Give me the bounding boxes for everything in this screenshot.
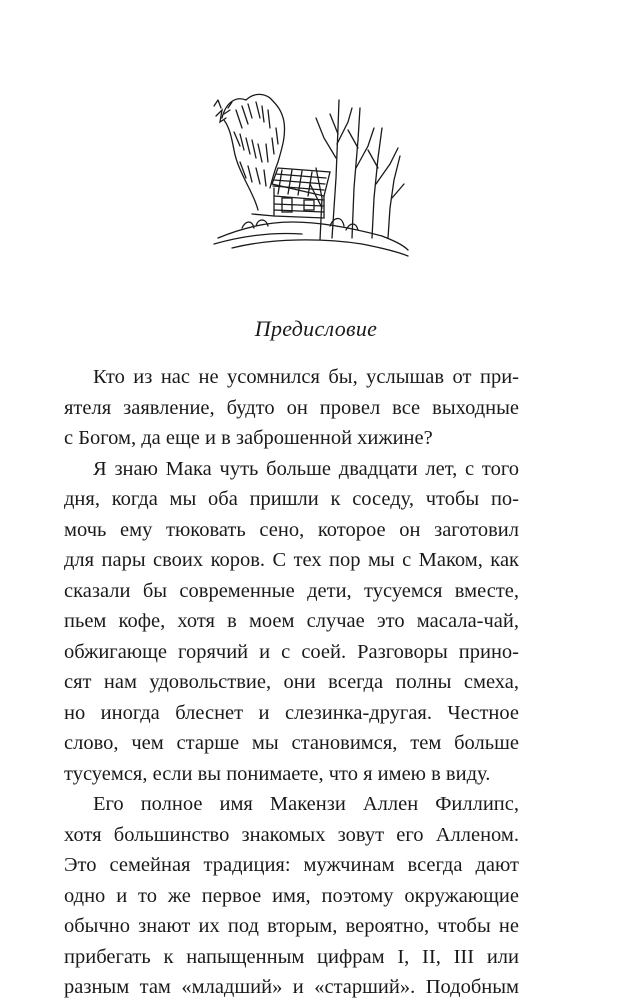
text-line: с Богом, да еще и в заброшенной хижине? [64,427,433,449]
text-line: для пары своих коров. С тех пор мы с Маком, как [64,549,519,571]
text-line: Это семейная традиция: мужчинам всегда дают [64,854,519,876]
text-line: но иногда блеснет и слезинка-другая. Честное [64,701,519,724]
text-line: сказали бы современные дети, тусуемся вместе, [64,579,519,602]
text-line: тусуемся, если вы понимаете, что я имею в виду. [64,762,491,785]
text-line: пьем кофе, хотя в моем случае это масала-чай, [64,610,519,632]
text-line: ятеля заявление, будто он провел все выходные [64,396,519,419]
text-line: дня, когда мы оба пришли к соседу, чтобы по- [64,488,519,510]
text-line: хотя большинство знакомых зовут его Алленом. [64,823,519,846]
text-line: сят нам удовольствие, они всегда полны смеха, [64,671,519,693]
body-text [64,362,519,1003]
text-line: прибегать к напыщенным цифрам I, II, III или [64,945,519,968]
text-line: Кто из нас не усомнился бы, услышав от при- [93,366,519,388]
text-line: одно и то же первое имя, поэтому окружающие [64,884,519,907]
text-line: обжигающе горячий и с соей. Разговоры прино- [64,640,519,663]
text-line: слово, чем старше мы становимся, тем больше [64,732,519,754]
text-line: Его полное имя Макензи Аллен Филлипс, [93,793,519,815]
chapter-title: Предисловие [254,316,378,341]
cabin-in-woods-sketch-icon [212,88,412,258]
text-line: мочь ему тюковать сено, которое он заготовил [64,518,519,541]
text-line: обычно знают их под вторым, вероятно, чтобы не [64,915,519,937]
text-line: Я знаю Мака чуть больше двадцати лет, с того [93,457,519,480]
text-line: разным там «младший» и «старший». Подобным [64,976,519,998]
